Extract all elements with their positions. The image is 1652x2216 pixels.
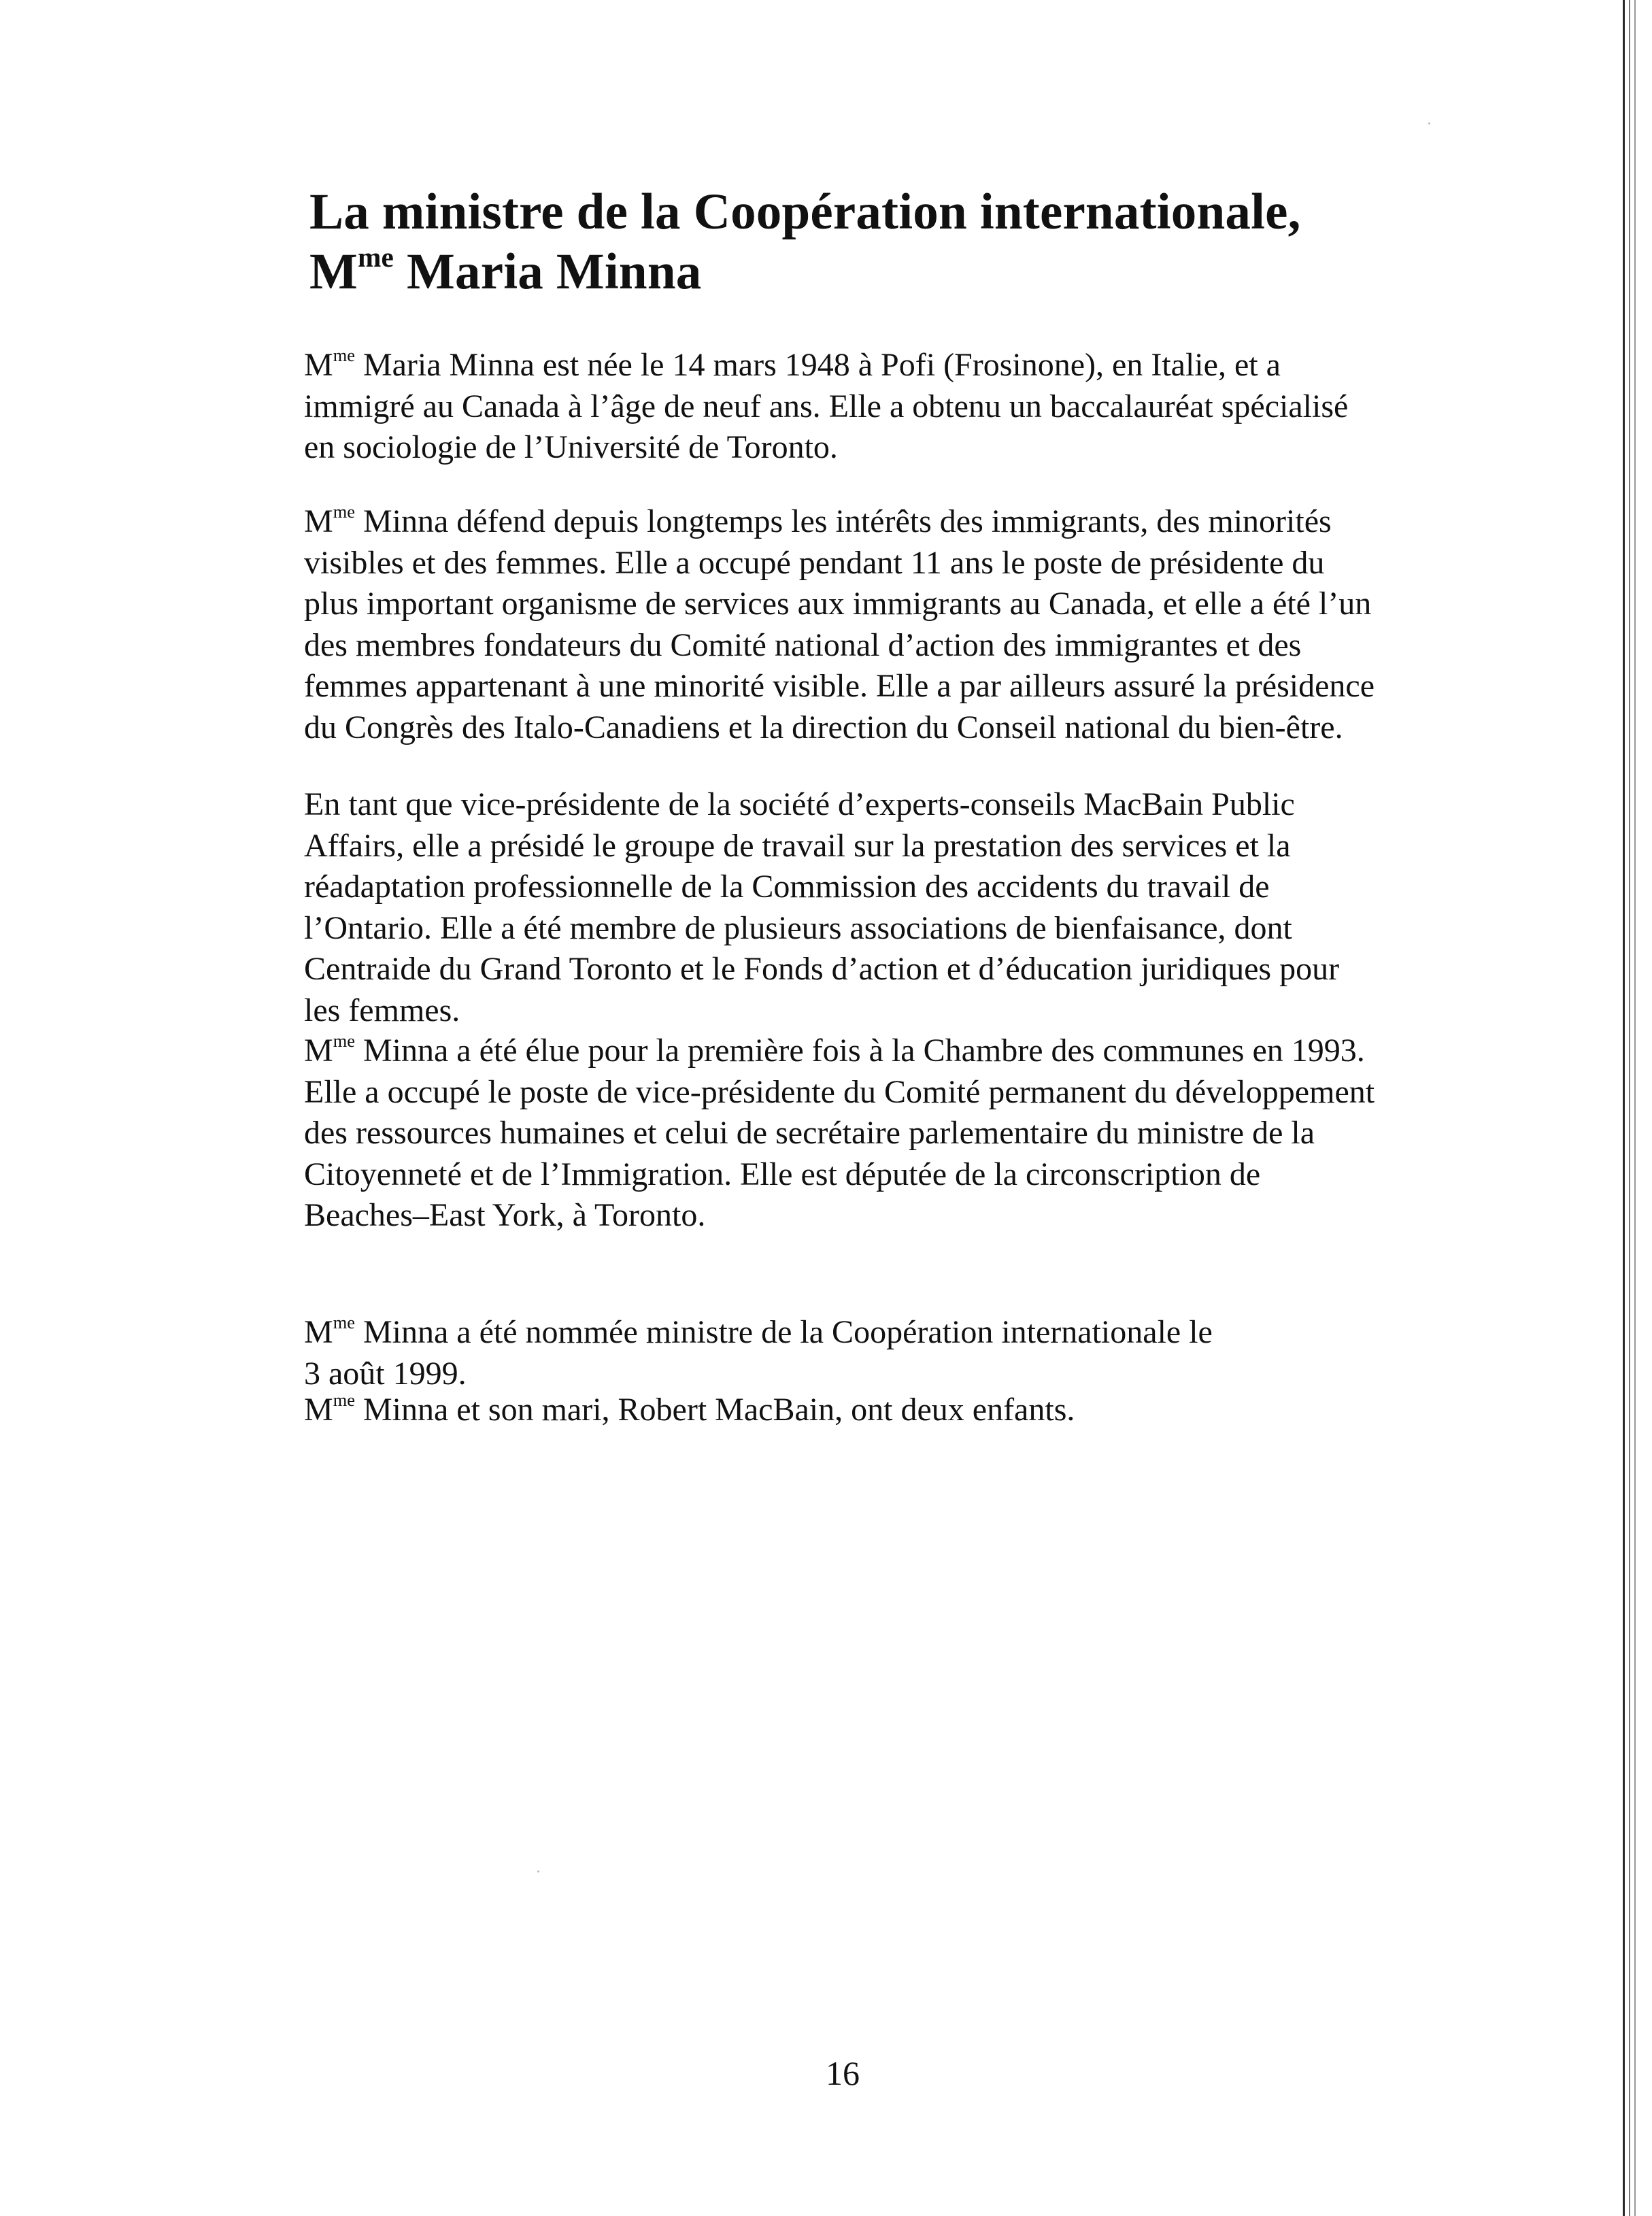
paragraph-line: Minna a été élue pour la première fois à la Chambre des communes en 1993. <box>354 1033 1365 1069</box>
paragraph-line: l’Ontario. Elle a été membre de plusieurs associations de bienfaisance, dont <box>304 909 1292 946</box>
paragraph-line: réadaptation professionnelle de la Commission des accidents du travail de <box>304 869 1270 905</box>
paragraph-line: Minna a été nommée ministre de la Coopération internationale le <box>354 1314 1213 1350</box>
honorific-prefix: M <box>304 1314 333 1350</box>
paragraph-consulting <box>304 784 1453 1031</box>
title-superscript: me <box>358 241 394 273</box>
honorific-prefix: M <box>304 1033 333 1069</box>
paragraph-line: Minna défend depuis longtemps les intérêts des immigrants, des minorités <box>354 503 1332 539</box>
honorific-superscript: me <box>333 1390 355 1411</box>
paragraph-birth <box>304 345 1453 469</box>
page-number: 16 <box>826 2054 860 2092</box>
paragraph-line: femmes appartenant à une minorité visible. Elle a par ailleurs assuré la présidence <box>304 668 1375 704</box>
paragraph-line: du Congrès des Italo-Canadiens et la direction du Conseil national du bien-être. <box>304 709 1343 745</box>
paragraph-advocacy <box>304 501 1453 748</box>
paragraph-line: plus important organisme de services aux immigrants au Canada, et elle a été l’un <box>304 586 1372 622</box>
paragraph-line: Centraide du Grand Toronto et le Fonds d’action et d’éducation juridiques pour <box>304 951 1340 987</box>
paragraph-line: Beaches–East York, à Toronto. <box>304 1197 706 1233</box>
paragraph-line: En tant que vice-présidente de la société d’experts-conseils MacBain Public <box>304 786 1295 822</box>
title-line-2 <box>309 242 1534 302</box>
paragraph-line: immigré au Canada à l’âge de neuf ans. Elle a obtenu un baccalauréat spécialisé <box>304 388 1349 424</box>
paragraph-line: 3 août 1999. <box>304 1355 467 1392</box>
paragraph-line: Minna et son mari, Robert MacBain, ont deux enfants. <box>354 1392 1075 1428</box>
page-edge-scan-border <box>1623 0 1652 2216</box>
title-line-1: La ministre de la Coopération internationale, <box>309 184 1301 240</box>
honorific-prefix: M <box>304 503 333 539</box>
paragraph-line: les femmes. <box>304 992 460 1028</box>
paragraph-line: Maria Minna est née le 14 mars 1948 à Pofi (Frosinone), en Italie, et a <box>354 347 1281 383</box>
honorific-superscript: me <box>333 501 355 522</box>
paragraph-line: Elle a occupé le poste de vice-présidente du Comité permanent du développement <box>304 1073 1375 1110</box>
honorific-superscript: me <box>333 345 355 366</box>
title-name: Maria Minna <box>394 244 702 300</box>
paragraph-line: visibles et des femmes. Elle a occupé pendant 11 ans le poste de présidente du <box>304 544 1325 581</box>
honorific-prefix: M <box>304 347 333 383</box>
scan-speck <box>1428 122 1430 124</box>
honorific-superscript: me <box>333 1312 355 1333</box>
paragraph-line: Citoyenneté et de l’Immigration. Elle est députée de la circonscription de <box>304 1156 1261 1192</box>
honorific-prefix: M <box>304 1392 333 1428</box>
paragraph-line: en sociologie de l’Université de Toronto. <box>304 429 838 465</box>
paragraph-appointment <box>304 1312 1453 1394</box>
paragraph-parliament <box>304 1030 1453 1237</box>
title-prefix: M <box>309 244 358 300</box>
paragraph-line: des ressources humaines et celui de secrétaire parlementaire du ministre de la <box>304 1115 1315 1151</box>
paragraph-line: Affairs, elle a présidé le groupe de travail sur la prestation des services et la <box>304 827 1291 864</box>
paragraph-family <box>304 1390 1453 1431</box>
paragraph-line: des membres fondateurs du Comité national d’action des immigrantes et des <box>304 626 1302 663</box>
honorific-superscript: me <box>333 1030 355 1052</box>
page-title <box>309 182 1534 302</box>
scan-speck <box>537 1870 539 1873</box>
